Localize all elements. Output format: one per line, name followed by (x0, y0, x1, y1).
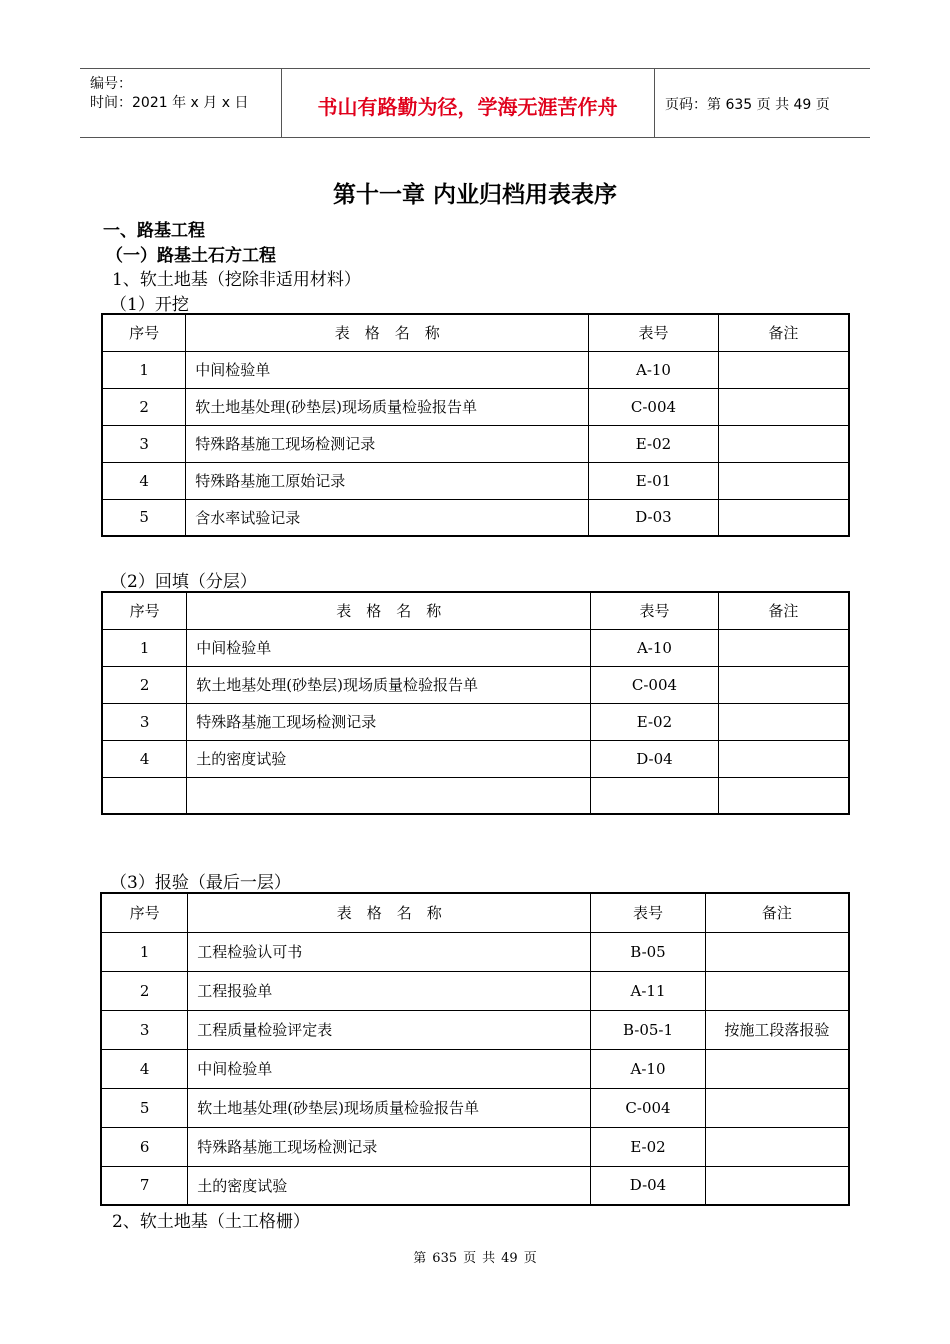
cell-remark (718, 740, 849, 777)
table-row (102, 703, 849, 740)
cell-seq: 3 (102, 425, 186, 462)
header-remark: 备注 (705, 893, 849, 932)
header-seq: 序号 (102, 592, 187, 629)
footer-gong: 共 (482, 1251, 496, 1266)
cell-name: 工程检验认可书 (188, 932, 591, 971)
cell-seq (102, 777, 187, 814)
cell-seq: 1 (102, 629, 187, 666)
cell-code: B-05 (591, 932, 706, 971)
cell-name: 特殊路基施工现场检测记录 (188, 1127, 591, 1166)
cell-name: 工程质量检验评定表 (188, 1010, 591, 1049)
cell-seq: 3 (101, 1010, 188, 1049)
cell-seq: 4 (102, 462, 186, 499)
page-info: 页码：第 635 页 共 49 页 (665, 97, 830, 113)
cell-name: 特殊路基施工现场检测记录 (186, 425, 589, 462)
cell-code: E-02 (591, 703, 719, 740)
table-backfill (101, 591, 850, 815)
cell-remark (705, 932, 849, 971)
cell-code: A-10 (589, 351, 719, 388)
cell-name: 软土地基处理(砂垫层)现场质量检验报告单 (186, 388, 589, 425)
cell-code: A-11 (591, 971, 706, 1010)
table-row (101, 1127, 849, 1166)
cell-seq: 2 (102, 388, 186, 425)
header-form-name: 表 格 名 称 (187, 592, 591, 629)
table-row (102, 666, 849, 703)
header-seq: 序号 (102, 314, 186, 351)
cell-name (187, 777, 591, 814)
cell-code: E-01 (589, 462, 719, 499)
cell-seq: 4 (101, 1049, 188, 1088)
footer-ye2: 页 (523, 1251, 537, 1266)
cell-name: 中间检验单 (188, 1049, 591, 1088)
cell-seq: 6 (101, 1127, 188, 1166)
cell-remark (718, 425, 849, 462)
table-caption-inspection: （3）报验（最后一层） (110, 873, 291, 893)
cell-code (591, 777, 719, 814)
header-form-no: 表号 (589, 314, 719, 351)
cell-remark (705, 1049, 849, 1088)
table-row (102, 629, 849, 666)
table-row (102, 388, 849, 425)
cell-name: 特殊路基施工原始记录 (186, 462, 589, 499)
subsection-heading: （一）路基土石方工程 (106, 246, 276, 266)
cell-remark (705, 971, 849, 1010)
cell-seq: 7 (101, 1166, 188, 1205)
header-form-name: 表 格 名 称 (188, 893, 591, 932)
table-caption-backfill: （2）回填（分层） (110, 572, 257, 592)
table-row (101, 1049, 849, 1088)
footer-ye: 页 (463, 1251, 477, 1266)
chapter-title: 第十一章 内业归档用表表序 (332, 182, 617, 208)
cell-name: 软土地基处理(砂垫层)现场质量检验报告单 (187, 666, 591, 703)
header-remark: 备注 (718, 314, 849, 351)
header-remark: 备注 (718, 592, 849, 629)
cell-remark (718, 462, 849, 499)
cell-seq: 1 (102, 351, 186, 388)
header-form-no: 表号 (591, 893, 706, 932)
cell-seq: 1 (101, 932, 188, 971)
cell-name: 中间检验单 (186, 351, 589, 388)
time-label: 时间：2021 年 x 月 x 日 (90, 95, 249, 111)
item-heading-2: 2、软土地基（土工格栅） (112, 1212, 310, 1232)
cell-code: A-10 (591, 629, 719, 666)
header-form-name: 表 格 名 称 (186, 314, 589, 351)
cell-seq: 5 (102, 499, 186, 536)
footer-page-number: 635 (432, 1251, 458, 1266)
cell-code: D-03 (589, 499, 719, 536)
cell-remark (718, 629, 849, 666)
cell-remark (718, 777, 849, 814)
cell-seq: 3 (102, 703, 187, 740)
cell-name: 土的密度试验 (187, 740, 591, 777)
cell-code: A-10 (591, 1049, 706, 1088)
cell-seq: 5 (101, 1088, 188, 1127)
footer-di: 第 (413, 1251, 427, 1266)
cell-remark (705, 1166, 849, 1205)
table-caption-excavation: （1）开挖 (110, 295, 189, 315)
cell-code: C-004 (591, 1088, 706, 1127)
cell-code: E-02 (589, 425, 719, 462)
cell-remark: 按施工段落报验 (705, 1010, 849, 1049)
cell-seq: 2 (102, 666, 187, 703)
cell-remark (718, 703, 849, 740)
table-row (102, 351, 849, 388)
header-page-cell (655, 69, 870, 137)
cell-name: 软土地基处理(砂垫层)现场质量检验报告单 (188, 1088, 591, 1127)
cell-remark (705, 1088, 849, 1127)
table-row (102, 425, 849, 462)
table-row (101, 932, 849, 971)
header-form-no: 表号 (591, 592, 719, 629)
table-row (101, 1088, 849, 1127)
cell-code: D-04 (591, 740, 719, 777)
motto-text: 书山有路勤为径，学海无涯苦作舟 (317, 95, 618, 119)
page-header (80, 68, 870, 138)
table-header-row (102, 314, 849, 351)
table-header-row (102, 592, 849, 629)
number-label: 编号： (90, 76, 132, 92)
table-header-row (101, 893, 849, 932)
header-seq: 序号 (101, 893, 188, 932)
cell-code: C-004 (589, 388, 719, 425)
item-heading-1: 1、软土地基（挖除非适用材料） (112, 270, 361, 290)
cell-remark (718, 388, 849, 425)
header-meta-cell (80, 69, 282, 137)
cell-remark (718, 666, 849, 703)
cell-seq: 2 (101, 971, 188, 1010)
footer-total-pages: 49 (501, 1251, 518, 1266)
cell-code: C-004 (591, 666, 719, 703)
table-row (102, 777, 849, 814)
table-excavation (101, 313, 850, 537)
page-footer (0, 1247, 950, 1266)
cell-name: 特殊路基施工现场检测记录 (187, 703, 591, 740)
table-row (101, 1010, 849, 1049)
cell-seq: 4 (102, 740, 187, 777)
table-row (102, 499, 849, 536)
cell-code: B-05-1 (591, 1010, 706, 1049)
table-row (101, 971, 849, 1010)
cell-name: 土的密度试验 (188, 1166, 591, 1205)
cell-name: 中间检验单 (187, 629, 591, 666)
cell-remark (718, 351, 849, 388)
cell-name: 工程报验单 (188, 971, 591, 1010)
table-row (101, 1166, 849, 1205)
table-inspection (100, 892, 850, 1206)
cell-remark (705, 1127, 849, 1166)
table-row (102, 740, 849, 777)
cell-name: 含水率试验记录 (186, 499, 589, 536)
cell-code: E-02 (591, 1127, 706, 1166)
table-row (102, 462, 849, 499)
cell-remark (718, 499, 849, 536)
header-motto-cell (281, 69, 655, 137)
cell-code: D-04 (591, 1166, 706, 1205)
section-heading: 一、路基工程 (103, 221, 205, 241)
